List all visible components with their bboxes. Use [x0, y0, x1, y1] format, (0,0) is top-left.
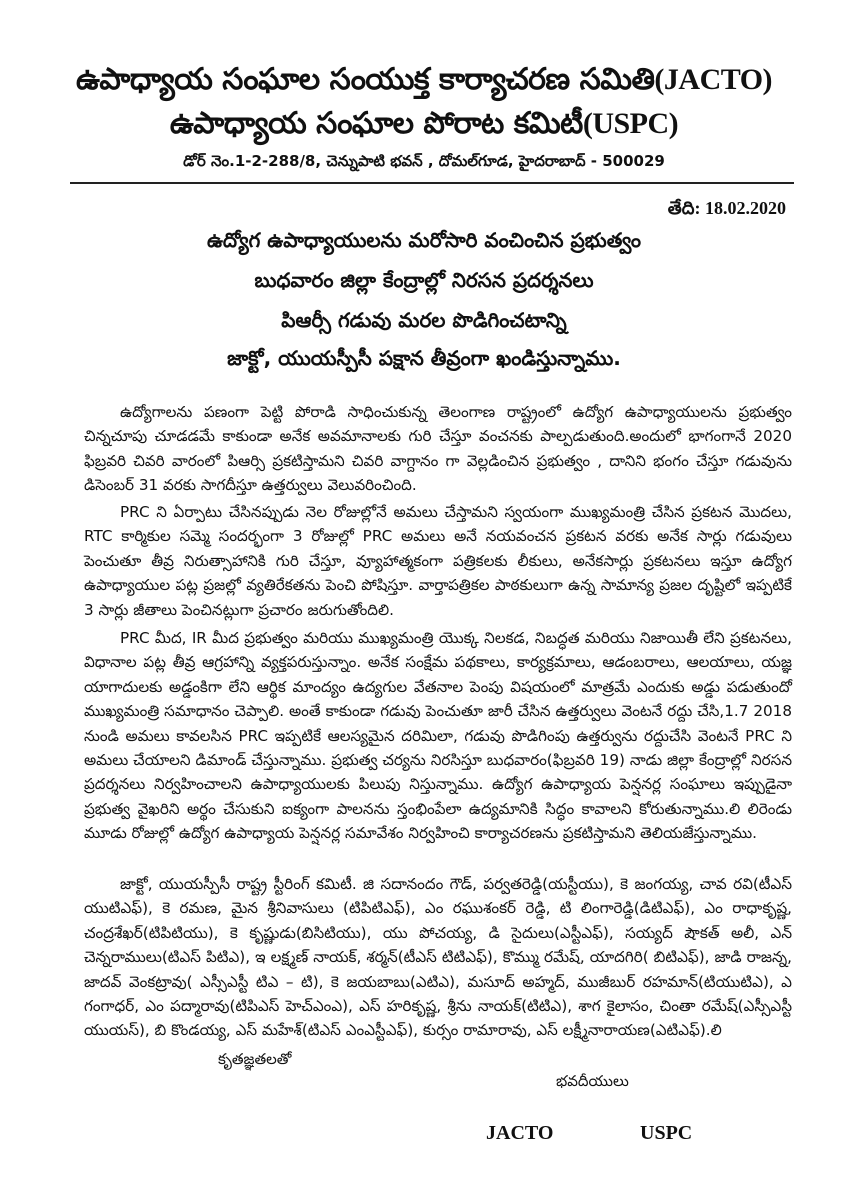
signature-org-jacto: JACTO: [486, 1122, 554, 1144]
headline-3: పిఆర్సీ గడువు మరల పొడిగించటాన్ని: [281, 308, 567, 332]
header-divider: [70, 182, 794, 184]
header-title-jacto: [0, 60, 848, 100]
header-title-jacto-abbr: (JACTO): [654, 63, 773, 96]
header-title-uspc: [0, 104, 848, 144]
header-title-uspc-telugu: ఉపాధ్యాయ సంఘాల పోరాట కమిటీ: [169, 106, 583, 141]
body-paragraph-3: [84, 626, 792, 846]
body-paragraph-2-text: PRC ని ఏర్పాటు చేసినప్పుడు నెల రోజుల్లోనే అమలు చేస్తామని స్వయంగా ముఖ్యమంత్రి చేసిన ప్రకటన మొదలు, RTC కార్మికుల సమ్మె సందర్భంగా 3 రోజుల్లో PRC అమలు అనే నయవంచన ప్రకటన వరకు అనేక సార్లు గడువులు పెంచుతూ తీవ్ర నిరుత్సాహానికి గురి చేస్తూ, వ్యూహాత్మకంగా పత్రికలకు లీకులు, అనేకసార్లు ప్రకటనలు ఇస్తూ ఉద్యోగ ఉపాధ్యాయుల పట్ల ప్రజల్లో వ్యతిరేకతను పెంచి పోషిస్తూ. వార్తాపత్రికల పాఠకులుగా ఉన్న సామాన్య ప్రజల దృష్టిలో ఇప్పటికే 3 సార్లు జీతాలు పెంచినట్లుగా ప్రచారం జరుగుతోందిలి.: [84, 503, 792, 619]
header-title-uspc-abbr: (USPC): [582, 107, 679, 140]
closing-sign-off: భవదీయులు: [556, 1072, 629, 1090]
headline-1: ఉద్యోగ ఉపాధ్యాయులను మరోసారి వంచించిన ప్రభుత్వం: [206, 228, 642, 252]
body-paragraph-4: [84, 872, 792, 1043]
document-date: తేది: 18.02.2020: [667, 198, 786, 218]
header-title-jacto-telugu: ఉపాధ్యాయ సంఘాల సంయుక్త కార్యాచరణ సమితి: [75, 62, 655, 97]
body-paragraph-2: [84, 500, 792, 622]
closing-thanks: కృతజ్ఞతలతో: [218, 1050, 292, 1068]
headline-2: బుధవారం జిల్లా కేంద్రాల్లో నిరసన ప్రదర్శనలు: [254, 268, 594, 292]
signature-org-uspc: USPC: [640, 1122, 693, 1144]
header-address: డోర్ నెం.1-2-288/8, చెన్నుపాటి భవన్ , దోమల్‌గూడ, హైదరాబాద్ - 500029: [183, 152, 665, 170]
body-paragraph-4-text: జాక్టో, యుయస్పీసీ రాష్ట్ర స్టీరింగ్ కమిటీ. జి సదానందం గౌడ్, పర్వతరెడ్డి(యస్టీయు), కె జంగయ్య, చావ రవి(టీఎస్ యుటిఎఫ్), కె రమణ, మైన శ్రీనివాసులు (టిపిటిఎఫ్), ఎం రఘుశంకర్ రెడ్డి, టి లింగారెడ్డి(డిటిఎఫ్), ఎం రాధాకృష్ణ, చంద్రశేఖర్(టిపిటియు), కె కృష్ణుడు(బిసిటియు), యు పోచయ్య, డి సైదులు(ఎస్టీఎఫ్), సయ్యద్ షౌకత్ అలీ, ఎన్ చెన్నరాములు(టిఎస్ పిటిఎ), ఇ లక్ష్మణ్ నాయక్, శర్మన్(టీఎస్ టిటిఎఫ్), కొమ్ము రమేష్, యాదగిరి( బిటిఎఫ్), జాడి రాజన్న, జాదవ్ వెంకట్రావు( ఎస్సీఎస్టీ టిఎ – టి), కె జయబాబు(ఎటిఎ), మసూద్ అహ్మద్, ముజీబుర్ రహమాన్(టియుటిఎ), ఎ గంగాధర్, ఎం పద్మారావు(టిపిఎస్ హెచ్ఎంఎ), ఎస్ హరికృష్ణ, శ్రీను నాయక్(టిటిఎ), శాగ కైలాసం, చింతా రమేష్(ఎస్సీఎస్టీ యుయస్), బి కొండయ్య, ఎస్ మహేశ్(టిఎస్ ఎంఎస్టీఎఫ్), కుర్సం రామారావు, ఎస్ లక్ష్మీనారాయణ(ఎటిఎఫ్).లి: [84, 875, 792, 1040]
headline-4: జాక్టో, యుయస్పీసీ పక్షాన తీవ్రంగా ఖండిస్తున్నాము.: [227, 346, 621, 370]
body-paragraph-1-text: ఉద్యోగాలను పణంగా పెట్టి పోరాడి సాధించుకున్న తెలంగాణ రాష్ట్రంలో ఉద్యోగ ఉపాధ్యాయులను ప్రభుత్వం చిన్నచూపు చూడడమే కాకుండా అనేక అవమానాలకు గురి చేస్తూ వంచనకు పాల్పడుతుంది.అందులో భాగంగానే 2020 ఫిబ్రవరి చివరి వారంలో పిఆర్సి ప్రకటిస్తామని చివరి వాగ్దానం గా వెల్లడించిన ప్రభుత్వం , దానిని భంగం చేస్తూ గడువును డిసెంబర్ 31 వరకు సాగదీస్తూ ఉత్తర్వులు వెలువరించింది.: [84, 403, 792, 495]
body-paragraph-1: [84, 400, 792, 498]
body-paragraph-3-text: PRC మీద, IR మీద ప్రభుత్వం మరియు ముఖ్యమంత్రి యొక్క నిలకడ, నిబద్ధత మరియు నిజాయితీ లేని ప్రకటనలు, విధానాల పట్ల తీవ్ర ఆగ్రహాన్ని వ్యక్తపరుస్తున్నాం. అనేక సంక్షేమ పథకాలు, కార్యక్రమాలు, ఆడంబరాలు, ఆలయాలు, యజ్ఞ యాగాదులకు అడ్డంకిగా లేని ఆర్థిక మాంద్యం ఉద్యగుల వేతనాల పెంపు విషయంలో మాత్రమే ఎందుకు అడ్డు పడుతుందో ముఖ్యమంత్రి సమాధానం చెప్పాలి. అంతే కాకుండా గడువు పెంచుతూ జారీ చేసిన ఉత్తర్వులు వెంటనే రద్దు చేసి,1.7 2018 నుండి అమలు కావలసిన PRC ఇప్పటికే ఆలస్యమైన దరిమిలా, గడువు పొడిగింపు ఉత్తర్వును రద్దుచేసి వెంటనే PRC ని అమలు చేయాలని డిమాండ్ చేస్తున్నాము. ప్రభుత్వ చర్యను నిరసిస్తూ బుధవారం(ఫిబ్రవరి 19) నాడు జిల్లా కేంద్రాల్లో నిరసన ప్రదర్శనలు నిర్వహించాలని ఉపాధ్యాయులకు పిలుపు నిస్తున్నాము. ఉద్యోగ ఉపాధ్యాయ పెన్షనర్ల సంఘాలు ఇప్పుడైనా ప్రభుత్వ వైఖరిని అర్థం చేసుకుని ఐక్యంగా పాలనను స్తంభింపేలా ఉద్యమానికి సిద్ధం కావాలని కోరుతున్నాము.లి లిరెండు మూడు రోజుల్లో ఉద్యోగ ఉపాధ్యాయ పెన్షనర్ల సమావేశం నిర్వహించి కార్యాచరణను ప్రకటిస్తామని తెలియజేస్తున్నాము.: [84, 629, 792, 843]
